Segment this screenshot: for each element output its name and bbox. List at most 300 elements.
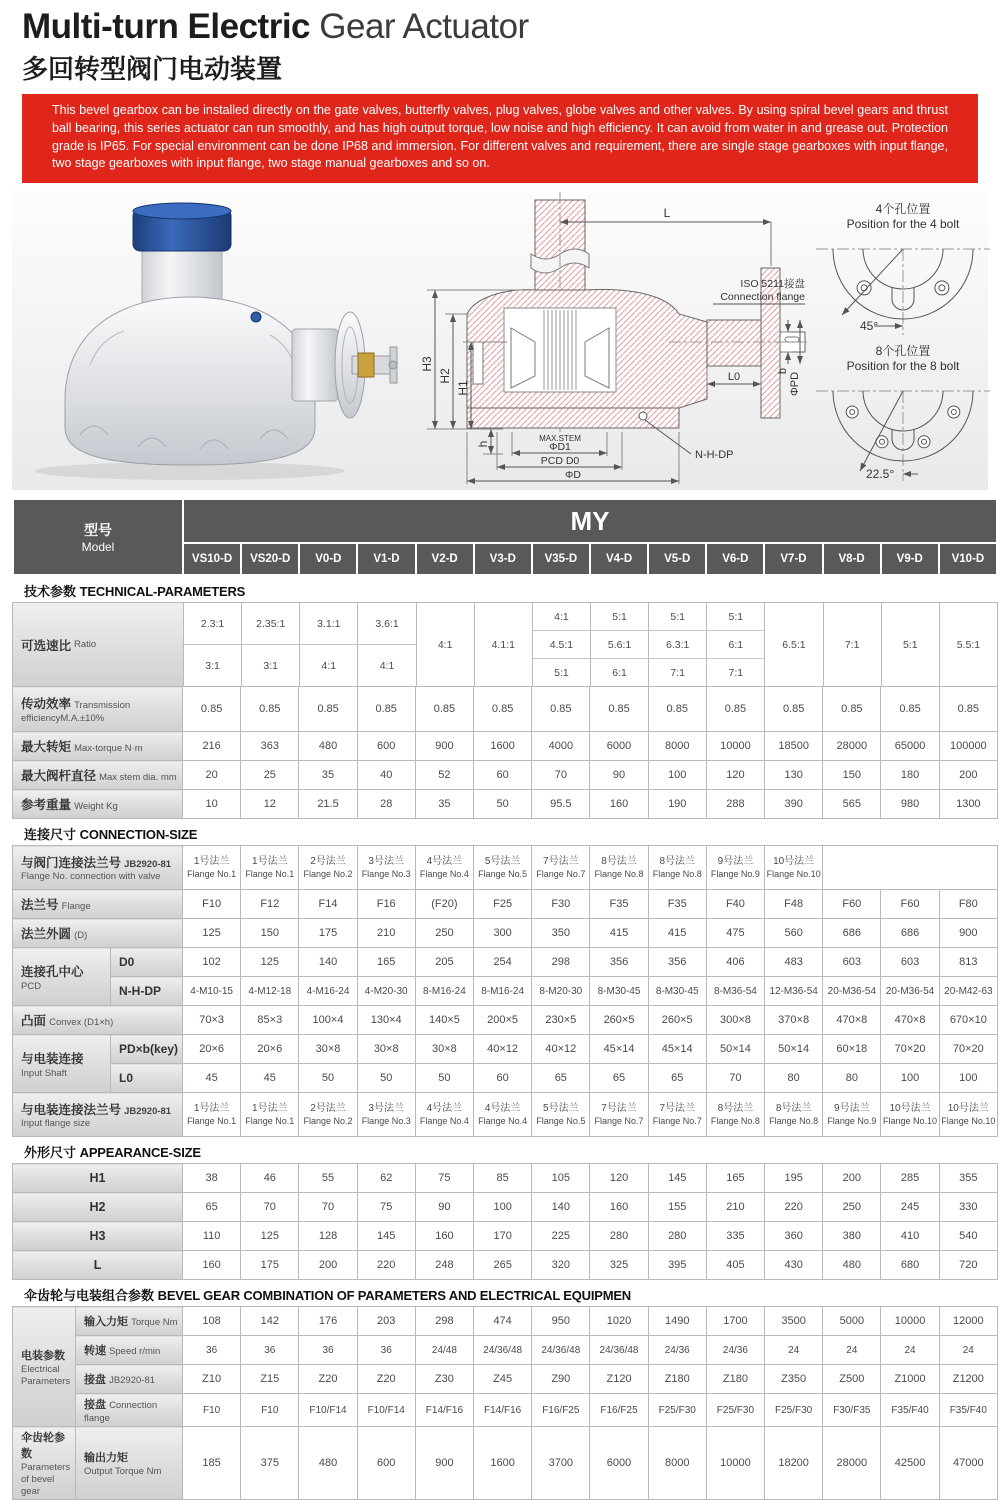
- flange-cell: 10号法兰 Flange No.10: [939, 1093, 997, 1137]
- spec-cell: 120: [590, 1164, 648, 1193]
- spec-cell: 4-M10-15: [183, 977, 241, 1006]
- spec-cell: F10/F14: [357, 1394, 415, 1427]
- row-label-input-shaft: 与电装连接 Input Shaft: [13, 1035, 111, 1093]
- spec-cell: F25/F30: [706, 1394, 764, 1427]
- spec-cell: Z120: [590, 1365, 648, 1394]
- spec-cell: 18200: [765, 1427, 823, 1500]
- spec-cell: 160: [415, 1222, 473, 1251]
- model-header-cell: [13, 499, 183, 575]
- spec-cell: 900: [415, 1427, 473, 1500]
- spec-table-header: [12, 498, 998, 576]
- spec-cell: 100×4: [299, 1006, 357, 1035]
- spec-cell: Z1000: [881, 1365, 939, 1394]
- spec-cell: 686: [823, 919, 881, 948]
- spec-cell: 18500: [765, 732, 823, 761]
- model-column-header: V5-D: [648, 543, 706, 575]
- row-l: [13, 1251, 998, 1280]
- row-flange-od: [13, 919, 998, 948]
- flange-cell: 2号法兰 Flange No.2: [299, 1093, 357, 1137]
- spec-cell: 28: [357, 790, 415, 819]
- spec-cell: F14/F16: [415, 1394, 473, 1427]
- sub-label-l0: L0: [111, 1064, 183, 1093]
- flange-cell: 8号法兰 Flange No.8: [765, 1093, 823, 1137]
- spec-cell: 47000: [939, 1427, 997, 1500]
- figure-area: [12, 190, 988, 490]
- appearance-size-table: [12, 1163, 998, 1280]
- dim-label-max-stem: MAX.STEM: [539, 434, 581, 443]
- ratio-col: 2.3:1 3:1: [183, 603, 241, 686]
- intro-banner: [22, 94, 978, 183]
- spec-cell: 36: [357, 1336, 415, 1365]
- flange-cell: 8号法兰 Flange No.8: [648, 846, 706, 890]
- spec-cell: 370×8: [765, 1006, 823, 1035]
- spec-cell: 30×8: [415, 1035, 473, 1064]
- spec-cell: 205: [415, 948, 473, 977]
- spec-cell: 298: [415, 1307, 473, 1336]
- row-label-convex: 凸面 Convex (D1×h): [13, 1006, 183, 1035]
- model-column-header: V6-D: [706, 543, 764, 575]
- spec-cell: 80: [823, 1064, 881, 1093]
- row-label-h2: H2: [13, 1193, 183, 1222]
- bolt4-title-en: Position for the 4 bolt: [846, 217, 960, 231]
- spec-cell: 300×8: [706, 1006, 764, 1035]
- spec-cell: 70: [299, 1193, 357, 1222]
- spec-cell: 35: [415, 790, 473, 819]
- sub-label-pdb: PD×b(key): [111, 1035, 183, 1064]
- spec-cell: 0.85: [532, 687, 590, 732]
- page-subtitle-zh: 多回转型阀门电动装置: [22, 54, 283, 84]
- spec-cell: 70×20: [939, 1035, 997, 1064]
- spec-cell: (F20): [415, 890, 473, 919]
- spec-cell: 20×6: [183, 1035, 241, 1064]
- spec-cell: 190: [648, 790, 706, 819]
- spec-cell: 20-M42-63: [939, 977, 997, 1006]
- row-label-max-torque: 最大转矩 Max-torque N·m: [13, 732, 183, 761]
- spec-cell: 0.85: [474, 687, 532, 732]
- tech-params-table: [12, 686, 998, 819]
- spec-cell: 415: [648, 919, 706, 948]
- spec-cell: 100: [939, 1064, 997, 1093]
- row-label-valve-flange: 与阀门连接法兰号 JB2920-81 Flange No. connection with valve: [13, 846, 183, 890]
- spec-cell: 38: [183, 1164, 241, 1193]
- spec-cell: 248: [415, 1251, 473, 1280]
- flange-cell: 1号法兰 Flange No.1: [241, 846, 299, 890]
- spec-cell: 0.85: [765, 687, 823, 732]
- spec-cell: 85×3: [241, 1006, 299, 1035]
- spec-cell: F60: [881, 890, 939, 919]
- spec-cell: 24/36/48: [590, 1336, 648, 1365]
- spec-cell: 105: [532, 1164, 590, 1193]
- spec-cell: 245: [881, 1193, 939, 1222]
- row-input-pdb: [13, 1035, 998, 1064]
- spec-cell: 415: [590, 919, 648, 948]
- spec-cell: 24/36: [706, 1336, 764, 1365]
- spec-cell: F48: [765, 890, 823, 919]
- spec-cell: 355: [939, 1164, 997, 1193]
- flange-cell: 1号法兰 Flange No.1: [183, 1093, 241, 1137]
- bolt4-drawing: [808, 231, 998, 339]
- spec-cell: 185: [183, 1427, 241, 1500]
- spec-cell: 60×18: [823, 1035, 881, 1064]
- spec-cell: 210: [357, 919, 415, 948]
- spec-cell: 20-M36-54: [881, 977, 939, 1006]
- spec-cell: 90: [415, 1193, 473, 1222]
- flange-cell: 9号法兰 Flange No.9: [706, 846, 764, 890]
- bolt4-angle-label: 45°: [860, 319, 879, 333]
- row-input-flange: [13, 1093, 998, 1137]
- spec-cell: F14: [299, 890, 357, 919]
- bolt8-drawing: [808, 373, 998, 485]
- spec-cell: 155: [648, 1193, 706, 1222]
- spec-cell: 50: [474, 790, 532, 819]
- dim-label-l0: L0: [727, 371, 741, 383]
- spec-cell: 45: [183, 1064, 241, 1093]
- row-max-torque: [13, 732, 998, 761]
- spec-cell: F40: [706, 890, 764, 919]
- model-column-header: V1-D: [357, 543, 415, 575]
- row-label-weight: 参考重量 Weight Kg: [13, 790, 183, 819]
- spec-cell: 4-M16-24: [299, 977, 357, 1006]
- spec-cell: 10000: [706, 732, 764, 761]
- spec-cell: 30×8: [357, 1035, 415, 1064]
- flange-cell: 4号法兰 Flange No.4: [415, 846, 473, 890]
- spec-cell: 25: [241, 761, 299, 790]
- spec-cell: 130: [765, 761, 823, 790]
- row-label-l: L: [13, 1251, 183, 1280]
- spec-cell: 480: [299, 732, 357, 761]
- bolt4-diagram: [804, 200, 1002, 344]
- spec-cell: F25/F30: [765, 1394, 823, 1427]
- spec-cell: 10: [183, 790, 241, 819]
- intro-text: This bevel gearbox can be installed directly on the gate valves, butterfly valves, plug valves, globe valves and other valves. By using spiral bevel gears and thrust ball bearing, this series actuator can run smoothly, and has high output torque, low noise and high efficiency. It can avoid from water in and grease out. Protection grade is IP65. For special environment can be done IP68 and immersion. For different valves and requirement, there are single stage gearboxes with input flange, two stage gearboxes with input flange, two stage manual gearboxes and so on.: [52, 103, 948, 171]
- row-label-efficiency: 传动效率 Transmission efficiencyM.A.±10%: [13, 687, 183, 732]
- spec-cell: 50: [357, 1064, 415, 1093]
- spec-cell: 150: [823, 761, 881, 790]
- sub-label-nhdp: N-H-DP: [111, 977, 183, 1006]
- spec-cell: 350: [532, 919, 590, 948]
- spec-cell: 170: [474, 1222, 532, 1251]
- model-column-header: V10-D: [939, 543, 997, 575]
- spec-cell: 24/36: [648, 1336, 706, 1365]
- spec-cell: 46: [241, 1164, 299, 1193]
- spec-cell: 335: [706, 1222, 764, 1251]
- row-max-stem: [13, 761, 998, 790]
- spec-cell: 200×5: [474, 1006, 532, 1035]
- spec-cell: Z10: [183, 1365, 241, 1394]
- model-column-header: V0-D: [299, 543, 357, 575]
- spec-cell: 165: [357, 948, 415, 977]
- spec-cell: 4-M12-18: [241, 977, 299, 1006]
- spec-cell: 140: [532, 1193, 590, 1222]
- spec-cell: 70: [532, 761, 590, 790]
- spec-cell: 470×8: [881, 1006, 939, 1035]
- iso-flange-label-en: Connection flange: [720, 291, 805, 303]
- spec-cell: Z15: [241, 1365, 299, 1394]
- spec-cell: 670×10: [939, 1006, 997, 1035]
- dim-label-n-h-dp: N-H-DP: [695, 449, 734, 461]
- row-output-torque: [13, 1427, 998, 1500]
- spec-cell: 100: [648, 761, 706, 790]
- spec-cell: Z180: [648, 1365, 706, 1394]
- ratio-col: 4:1: [416, 603, 474, 686]
- spec-cell: 260×5: [648, 1006, 706, 1035]
- spec-cell: Z500: [823, 1365, 881, 1394]
- spec-cell: 60: [474, 761, 532, 790]
- spec-cell: 900: [415, 732, 473, 761]
- spec-cell: 280: [590, 1222, 648, 1251]
- bolt4-title-zh: 4个孔位置: [875, 202, 931, 216]
- spec-cell: 50: [415, 1064, 473, 1093]
- row-label-max-stem: 最大阀杆直径 Max stem dia. mm: [13, 761, 183, 790]
- spec-cell: 8-M36-54: [706, 977, 764, 1006]
- row-input-torque: [13, 1307, 998, 1336]
- model-column-header: V4-D: [590, 543, 648, 575]
- spec-cell: 24: [765, 1336, 823, 1365]
- ratio-col: 4.1:1: [474, 603, 532, 686]
- spec-cell: 36: [241, 1336, 299, 1365]
- spec-cell: 1020: [590, 1307, 648, 1336]
- spec-cell: 356: [648, 948, 706, 977]
- spec-cell: 480: [299, 1427, 357, 1500]
- spec-cell: F16: [357, 890, 415, 919]
- row-flange-no: [13, 890, 998, 919]
- flange-cell: 7号法兰 Flange No.7: [532, 846, 590, 890]
- blank-cell: [823, 846, 998, 890]
- spec-cell: 8-M20-30: [532, 977, 590, 1006]
- spec-cell: 216: [183, 732, 241, 761]
- row-ratio: [12, 602, 998, 686]
- dim-label-H2: H2: [438, 368, 452, 384]
- spec-cell: 474: [474, 1307, 532, 1336]
- spec-cell: 12000: [939, 1307, 997, 1336]
- spec-cell: 430: [765, 1251, 823, 1280]
- model-column-header: VS10-D: [183, 543, 241, 575]
- ratio-col: 3.1:1 4:1: [299, 603, 357, 686]
- row-pcd-d0: [13, 948, 998, 977]
- dim-label-phi-pd: ΦPD: [789, 371, 801, 397]
- spec-cell: F25: [474, 890, 532, 919]
- section-title-appearance: 外形尺寸 APPEARANCE-SIZE: [24, 1145, 201, 1160]
- row-speed: [13, 1336, 998, 1365]
- ratio-col: 5:1 6:1 7:1: [706, 603, 764, 686]
- spec-cell: 8-M16-24: [474, 977, 532, 1006]
- dim-label-pcd-d0: PCD D0: [540, 455, 580, 467]
- spec-cell: 24: [823, 1336, 881, 1365]
- section-title-tech: 技术参数 TECHNICAL-PARAMETERS: [24, 584, 246, 599]
- spec-cell: 50×14: [706, 1035, 764, 1064]
- spec-cell: 145: [648, 1164, 706, 1193]
- spec-cell: 470×8: [823, 1006, 881, 1035]
- spec-cell: 24/36/48: [532, 1336, 590, 1365]
- ratio-col: 4:1 4.5:1 5:1: [532, 603, 590, 686]
- row-z-flange: [13, 1365, 998, 1394]
- row-label-z-flange: 接盘 JB2920-81: [76, 1365, 183, 1394]
- spec-cell: 142: [241, 1307, 299, 1336]
- model-label-zh: 型号: [84, 522, 112, 538]
- spec-cell: 130×4: [357, 1006, 415, 1035]
- group-label-bevel-gear: 伞齿轮参数 Parameters of bevel gear: [13, 1427, 76, 1500]
- spec-cell: F10: [241, 1394, 299, 1427]
- spec-cell: Z180: [706, 1365, 764, 1394]
- ratio-col: 5:1: [881, 603, 939, 686]
- spec-cell: 254: [474, 948, 532, 977]
- spec-cell: Z20: [357, 1365, 415, 1394]
- spec-cell: 230×5: [532, 1006, 590, 1035]
- spec-cell: 75: [415, 1164, 473, 1193]
- spec-cell: 8-M16-24: [415, 977, 473, 1006]
- spec-cell: 10000: [706, 1427, 764, 1500]
- spec-cell: 95.5: [532, 790, 590, 819]
- spec-cell: 950: [532, 1307, 590, 1336]
- row-label-h3: H3: [13, 1222, 183, 1251]
- spec-cell: 24/48: [415, 1336, 473, 1365]
- flange-cell: 4号法兰 Flange No.4: [415, 1093, 473, 1137]
- spec-cell: 280: [648, 1222, 706, 1251]
- spec-cell: 80: [765, 1064, 823, 1093]
- spec-cell: 480: [823, 1251, 881, 1280]
- title-en-light: Gear Actuator: [310, 7, 529, 46]
- spec-cell: 65000: [881, 732, 939, 761]
- spec-cell: 260×5: [590, 1006, 648, 1035]
- spec-cell: 160: [183, 1251, 241, 1280]
- row-label-h1: H1: [13, 1164, 183, 1193]
- spec-cell: F35: [590, 890, 648, 919]
- spec-cell: 356: [590, 948, 648, 977]
- flange-cell: 5号法兰 Flange No.5: [474, 846, 532, 890]
- spec-cell: 390: [765, 790, 823, 819]
- spec-cell: 298: [532, 948, 590, 977]
- flange-cell: 10号法兰 Flange No.10: [881, 1093, 939, 1137]
- spec-cell: 28000: [823, 1427, 881, 1500]
- spec-cell: 1700: [706, 1307, 764, 1336]
- spec-cell: 65: [590, 1064, 648, 1093]
- spec-cell: 265: [474, 1251, 532, 1280]
- spec-cell: 176: [299, 1307, 357, 1336]
- row-h1: [13, 1164, 998, 1193]
- spec-cell: 35: [299, 761, 357, 790]
- spec-cell: 140: [299, 948, 357, 977]
- model-column-header: V7-D: [764, 543, 822, 575]
- spec-cell: 200: [299, 1251, 357, 1280]
- spec-cell: 686: [881, 919, 939, 948]
- row-h2: [13, 1193, 998, 1222]
- spec-cell: 40×12: [532, 1035, 590, 1064]
- spec-cell: 145: [357, 1222, 415, 1251]
- spec-cell: F35/F40: [881, 1394, 939, 1427]
- spec-cell: 0.85: [299, 687, 357, 732]
- spec-cell: 85: [474, 1164, 532, 1193]
- spec-cell: 60: [474, 1064, 532, 1093]
- spec-cell: 65: [183, 1193, 241, 1222]
- spec-cell: 12: [241, 790, 299, 819]
- spec-cell: 3700: [532, 1427, 590, 1500]
- spec-cell: 90: [590, 761, 648, 790]
- spec-cell: 20×6: [241, 1035, 299, 1064]
- iso-flange-label-zh: ISO 5211接盘: [740, 278, 805, 290]
- flange-cell: 3号法兰 Flange No.3: [357, 1093, 415, 1137]
- page-title: [22, 6, 1000, 48]
- spec-cell: 24: [939, 1336, 997, 1365]
- spec-cell: 12-M36-54: [765, 977, 823, 1006]
- spec-cell: 1600: [474, 1427, 532, 1500]
- spec-cell: 4-M20-30: [357, 977, 415, 1006]
- row-label-ratio: 可选速比 Ratio: [13, 603, 183, 686]
- spec-cell: 203: [357, 1307, 415, 1336]
- spec-cell: 175: [241, 1251, 299, 1280]
- spec-cell: 980: [881, 790, 939, 819]
- flange-cell: 5号法兰 Flange No.5: [532, 1093, 590, 1137]
- spec-cell: 603: [823, 948, 881, 977]
- spec-cell: Z1200: [939, 1365, 997, 1394]
- spec-cell: 36: [183, 1336, 241, 1365]
- spec-cell: 5000: [823, 1307, 881, 1336]
- row-valve-flange: [13, 846, 998, 890]
- spec-cell: 150: [241, 919, 299, 948]
- connection-size-table: [12, 845, 998, 1137]
- spec-cell: F16/F25: [590, 1394, 648, 1427]
- spec-cell: 180: [881, 761, 939, 790]
- spec-cell: 45: [241, 1064, 299, 1093]
- flange-cell: 8号法兰 Flange No.8: [590, 846, 648, 890]
- spec-cell: 50: [299, 1064, 357, 1093]
- sub-label-d0: D0: [111, 948, 183, 977]
- spec-table-area: [12, 498, 996, 1500]
- ratio-col: 6.5:1: [764, 603, 822, 686]
- spec-cell: 8000: [648, 732, 706, 761]
- row-convex: [13, 1006, 998, 1035]
- bevel-electrical-table: [12, 1306, 998, 1500]
- spec-cell: 28000: [823, 732, 881, 761]
- row-efficiency: [13, 687, 998, 732]
- spec-cell: 6000: [590, 732, 648, 761]
- flange-cell: 8号法兰 Flange No.8: [706, 1093, 764, 1137]
- spec-cell: 160: [590, 790, 648, 819]
- spec-cell: F10/F14: [299, 1394, 357, 1427]
- spec-cell: 200: [823, 1164, 881, 1193]
- row-conn-flange: [13, 1394, 998, 1427]
- spec-cell: 300: [474, 919, 532, 948]
- group-label-electrical: 电装参数 Electrical Parameters: [13, 1307, 76, 1427]
- spec-cell: 4000: [532, 732, 590, 761]
- model-column-header: V9-D: [881, 543, 939, 575]
- datasheet-page: [0, 6, 1000, 1497]
- spec-cell: 125: [183, 919, 241, 948]
- dim-label-h: h: [476, 440, 490, 448]
- spec-cell: 0.85: [241, 687, 299, 732]
- spec-cell: 565: [823, 790, 881, 819]
- spec-cell: 0.85: [357, 687, 415, 732]
- spec-cell: 52: [415, 761, 473, 790]
- spec-cell: 1600: [474, 732, 532, 761]
- spec-cell: 220: [357, 1251, 415, 1280]
- spec-cell: F12: [241, 890, 299, 919]
- spec-cell: 24: [881, 1336, 939, 1365]
- spec-cell: 40×12: [474, 1035, 532, 1064]
- spec-cell: 603: [881, 948, 939, 977]
- model-column-header: V35-D: [532, 543, 590, 575]
- spec-cell: 160: [590, 1193, 648, 1222]
- row-label-speed: 转速 Speed r/min: [76, 1336, 183, 1365]
- spec-cell: 36: [299, 1336, 357, 1365]
- spec-cell: 210: [706, 1193, 764, 1222]
- row-label-output-torque: 输出力矩 Output Torque Nm: [76, 1427, 183, 1500]
- spec-cell: 250: [415, 919, 473, 948]
- bolt8-angle-label: 22.5°: [866, 467, 895, 481]
- flange-cell: 7号法兰 Flange No.7: [648, 1093, 706, 1137]
- ratio-col: 2.35:1 3:1: [241, 603, 299, 686]
- model-column-header: V2-D: [416, 543, 474, 575]
- spec-cell: 600: [357, 732, 415, 761]
